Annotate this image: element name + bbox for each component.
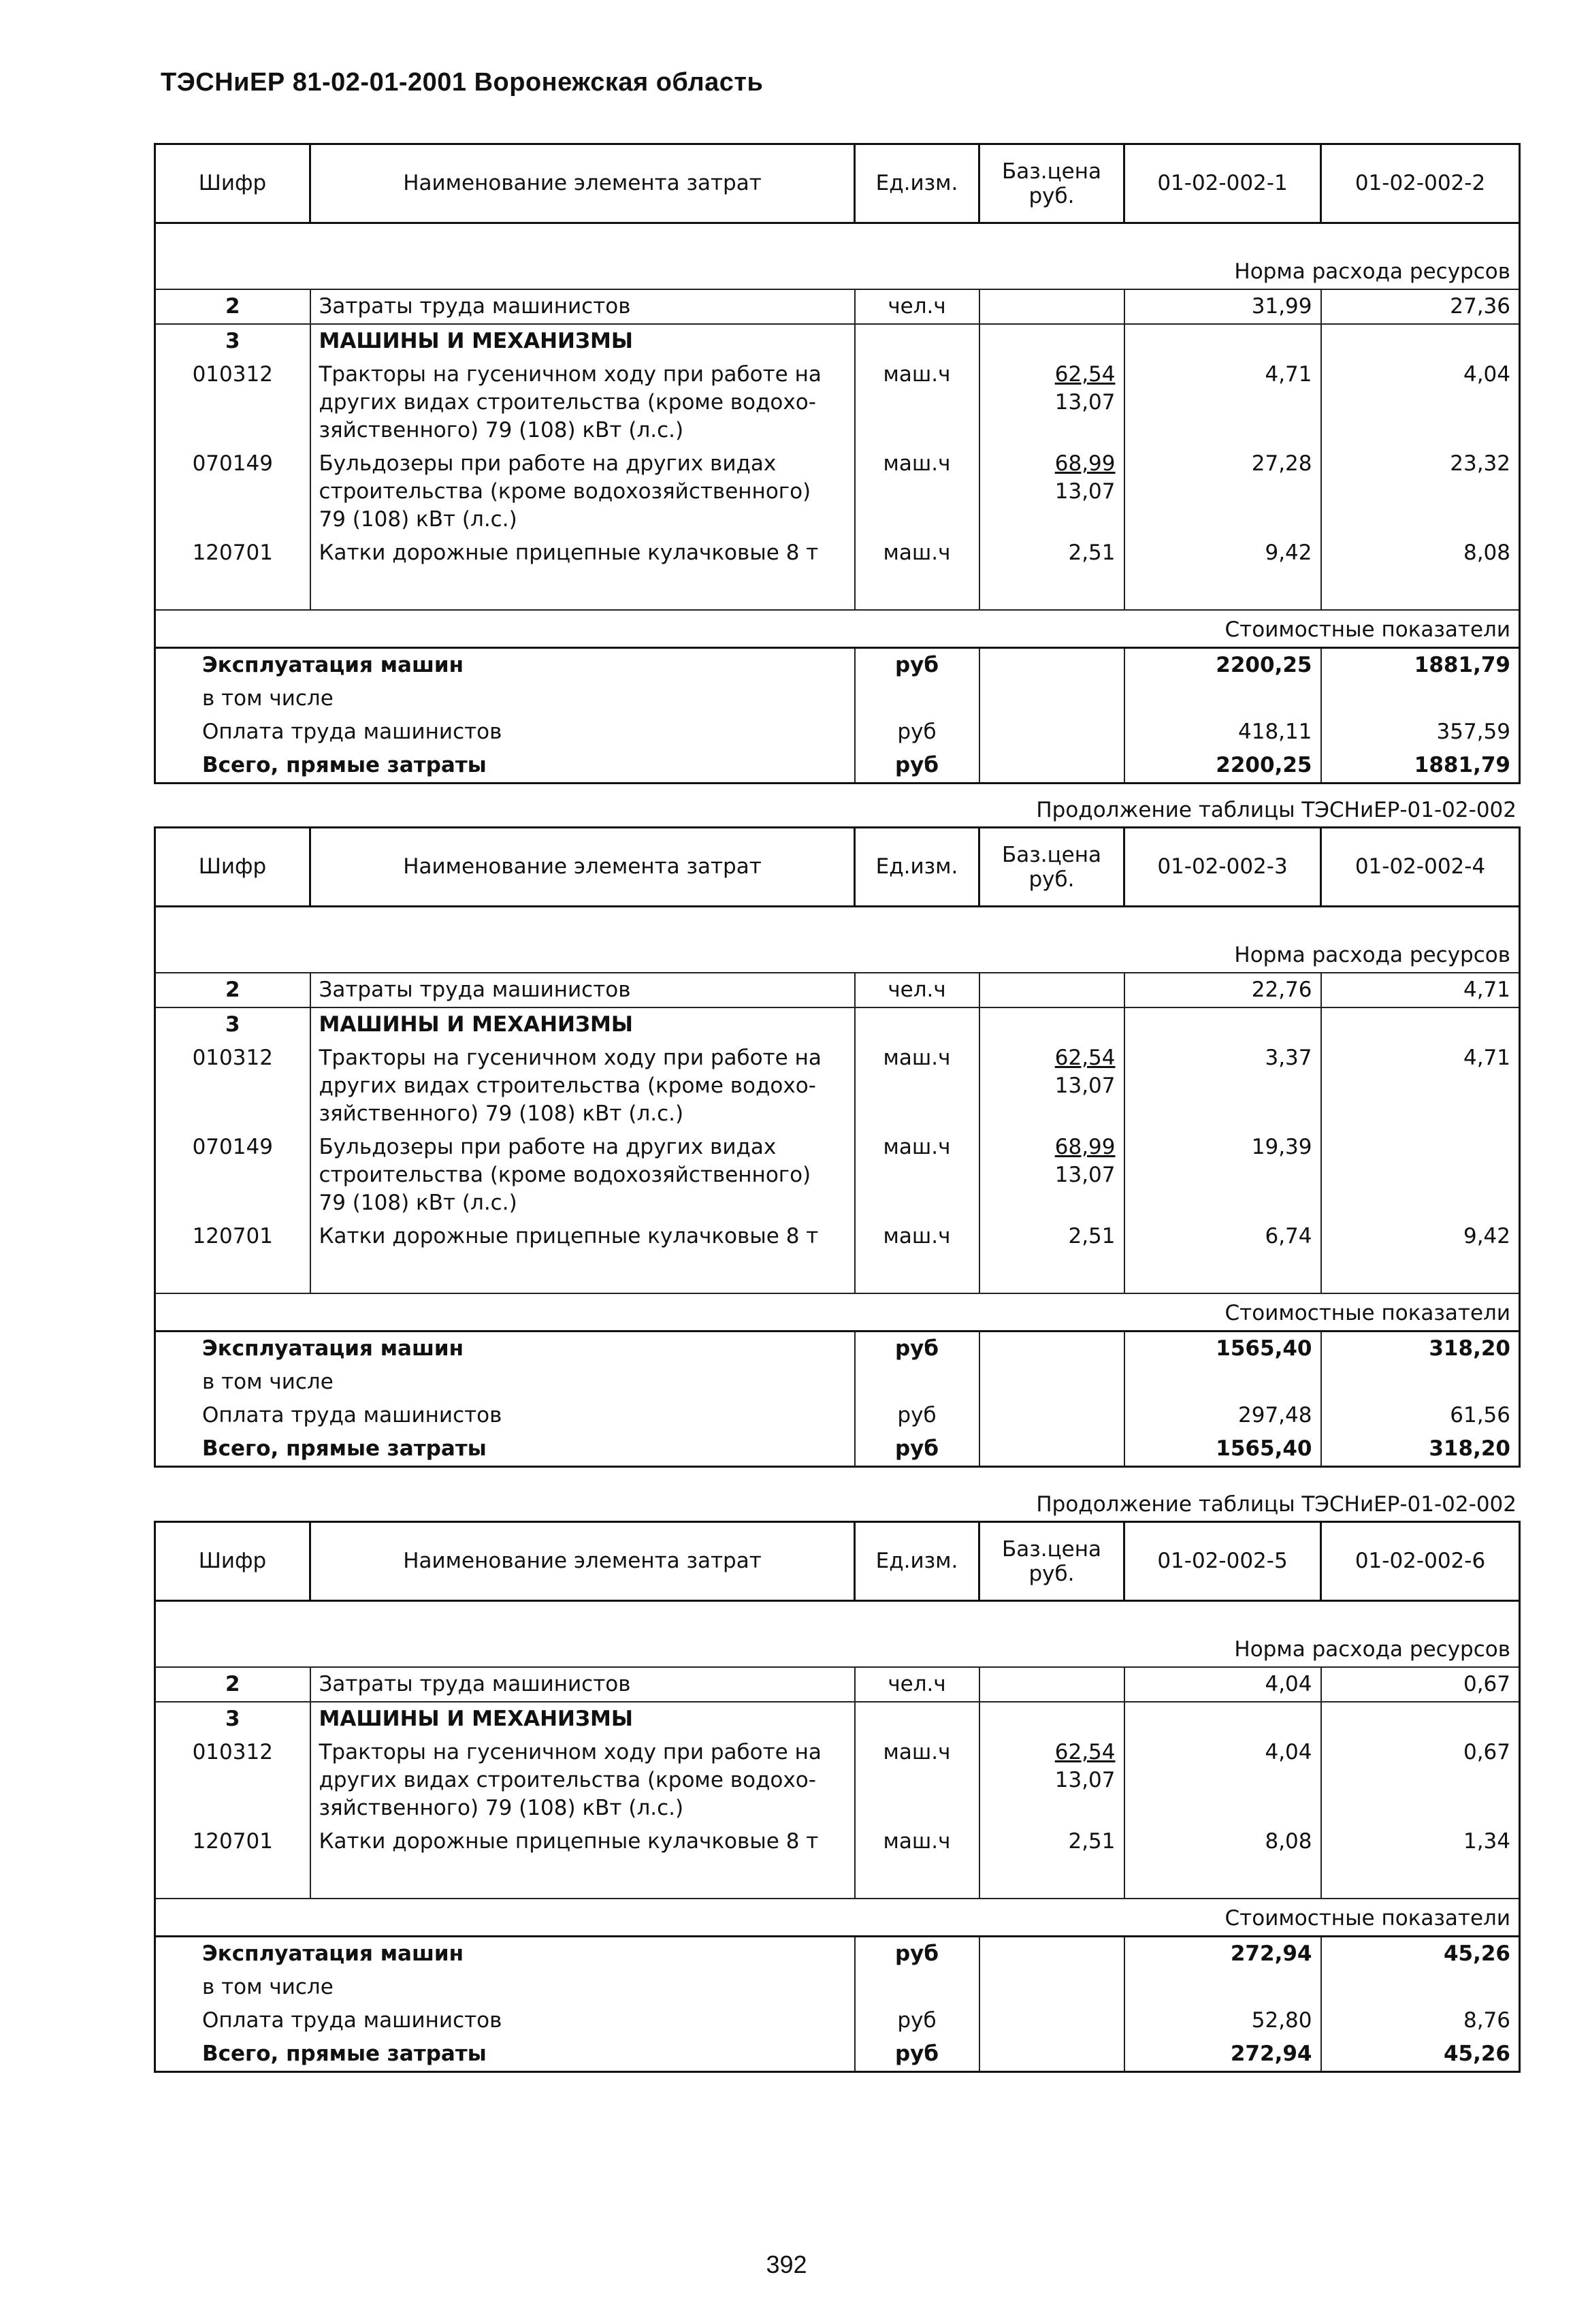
summary-row	[155, 715, 1520, 749]
row-value-2: 0,67	[1321, 1667, 1520, 1702]
summary-value-2: 357,59	[1321, 715, 1520, 749]
table-row	[155, 1131, 1520, 1220]
page-title: ТЭСНиЕР 81-02-01-2001 Воронежская область	[161, 68, 764, 97]
summary-row	[155, 1366, 1520, 1399]
cost-label: Стоимостные показатели	[155, 610, 1520, 648]
row-value-1: 31,99	[1124, 289, 1321, 324]
row-name: Затраты труда машинистов	[310, 973, 855, 1007]
row-unit: маш.ч	[855, 1825, 979, 1858]
row-price: 62,54 13,07	[979, 1736, 1124, 1825]
summary-row	[155, 682, 1520, 715]
row-price: 62,54 13,07	[979, 358, 1124, 447]
row-price: 62,54 13,07	[979, 1042, 1124, 1131]
summary-row	[155, 1432, 1520, 1467]
norm-label-row	[155, 1601, 1520, 1668]
summary-value-1: 1565,40	[1124, 1332, 1321, 1366]
summary-label: Эксплуатация машин	[155, 1332, 855, 1366]
row-code: 2	[155, 1667, 310, 1702]
page-number: 392	[766, 2250, 807, 2278]
row-value-2: 4,04	[1321, 358, 1520, 447]
table-header-row	[155, 828, 1520, 907]
header-price-line1: Баз.цена	[1001, 159, 1102, 184]
cost-label-row	[155, 1293, 1520, 1332]
row-code: 010312	[155, 358, 310, 447]
summary-label: в том числе	[155, 1971, 855, 2004]
row-code: 070149	[155, 447, 310, 536]
row-unit: маш.ч	[855, 1736, 979, 1825]
table-row	[155, 536, 1520, 570]
row-price: 2,51	[979, 536, 1124, 570]
table-row	[155, 447, 1520, 536]
row-unit: маш.ч	[855, 358, 979, 447]
header-name: Наименование элемента затрат	[310, 828, 855, 907]
resource-table-3	[154, 1521, 1521, 2073]
row-name: Катки дорожные прицепные кулачковые 8 т	[310, 1825, 855, 1858]
row-name: Затраты труда машинистов	[310, 289, 855, 324]
summary-label: в том числе	[155, 1366, 855, 1399]
row-value-1: 19,39	[1124, 1131, 1321, 1220]
header-col1: 01-02-002-3	[1124, 828, 1321, 907]
section-heading: МАШИНЫ И МЕХАНИЗМЫ	[310, 1007, 855, 1042]
summary-value-1: 297,48	[1124, 1399, 1321, 1432]
table-row	[155, 1007, 1520, 1042]
header-code: Шифр	[155, 1522, 310, 1601]
row-code: 2	[155, 973, 310, 1007]
row-unit: маш.ч	[855, 536, 979, 570]
row-value-1: 27,28	[1124, 447, 1321, 536]
table-row	[155, 1042, 1520, 1131]
header-col2: 01-02-002-6	[1321, 1522, 1520, 1601]
row-unit: чел.ч	[855, 973, 979, 1007]
summary-value-1: 2200,25	[1124, 648, 1321, 683]
summary-row	[155, 1971, 1520, 2004]
summary-label: Оплата труда машинистов	[155, 715, 855, 749]
row-name: Бульдозеры при работе на других видах строительства (кроме водохозяйственного) 79 (108) кВт (л.с.)	[310, 447, 855, 536]
row-unit: чел.ч	[855, 1667, 979, 1702]
norm-label: Норма расхода ресурсов	[1124, 907, 1520, 973]
summary-label: Всего, прямые затраты	[155, 749, 855, 784]
resource-table-1	[154, 143, 1521, 784]
row-code: 120701	[155, 1825, 310, 1858]
summary-unit: руб	[855, 749, 979, 784]
header-unit: Ед.изм.	[855, 1522, 979, 1601]
norm-label-row	[155, 223, 1520, 290]
summary-label: в том числе	[155, 682, 855, 715]
summary-value-1: 418,11	[1124, 715, 1321, 749]
summary-row	[155, 1937, 1520, 1971]
summary-unit: руб	[855, 1332, 979, 1366]
cost-label: Стоимостные показатели	[155, 1293, 1520, 1332]
summary-value-2: 45,26	[1321, 2037, 1520, 2072]
norm-label: Норма расхода ресурсов	[1124, 223, 1520, 290]
summary-unit: руб	[855, 2004, 979, 2037]
row-value-1: 4,04	[1124, 1736, 1321, 1825]
header-col2: 01-02-002-4	[1321, 828, 1520, 907]
summary-label: Всего, прямые затраты	[155, 2037, 855, 2072]
summary-value-2: 45,26	[1321, 1937, 1520, 1971]
table-row	[155, 358, 1520, 447]
row-price: 68,99 13,07	[979, 1131, 1124, 1220]
row-value-1: 22,76	[1124, 973, 1321, 1007]
cost-label: Стоимостные показатели	[155, 1899, 1520, 1937]
row-name: Катки дорожные прицепные кулачковые 8 т	[310, 536, 855, 570]
row-price: 2,51	[979, 1220, 1124, 1253]
row-value-1: 9,42	[1124, 536, 1321, 570]
row-value-1: 8,08	[1124, 1825, 1321, 1858]
section-heading: МАШИНЫ И МЕХАНИЗМЫ	[310, 324, 855, 358]
header-col1: 01-02-002-5	[1124, 1522, 1321, 1601]
row-code: 3	[155, 324, 310, 358]
summary-unit: руб	[855, 648, 979, 683]
header-unit: Ед.изм.	[855, 828, 979, 907]
row-code: 010312	[155, 1042, 310, 1131]
table-row	[155, 324, 1520, 358]
header-name: Наименование элемента затрат	[310, 144, 855, 223]
header-code: Шифр	[155, 828, 310, 907]
summary-label: Всего, прямые затраты	[155, 1432, 855, 1467]
header-price-line2: руб.	[1028, 183, 1075, 208]
row-value-2: 8,08	[1321, 536, 1520, 570]
row-value-1: 4,04	[1124, 1667, 1321, 1702]
header-price	[979, 144, 1124, 223]
row-name: Катки дорожные прицепные кулачковые 8 т	[310, 1220, 855, 1253]
row-code: 070149	[155, 1131, 310, 1220]
table-header-row	[155, 1522, 1520, 1601]
section-heading: МАШИНЫ И МЕХАНИЗМЫ	[310, 1702, 855, 1736]
row-value-2: 4,71	[1321, 1042, 1520, 1131]
row-value-1: 6,74	[1124, 1220, 1321, 1253]
row-value-2: 9,42	[1321, 1220, 1520, 1253]
continuation-caption: Продолжение таблицы ТЭСНиЕР-01-02-002	[1036, 798, 1517, 822]
row-value-1: 3,37	[1124, 1042, 1321, 1131]
norm-label: Норма расхода ресурсов	[1124, 1601, 1520, 1668]
row-code: 010312	[155, 1736, 310, 1825]
continuation-caption: Продолжение таблицы ТЭСНиЕР-01-02-002	[1036, 1492, 1517, 1517]
row-unit: чел.ч	[855, 289, 979, 324]
summary-label: Эксплуатация машин	[155, 1937, 855, 1971]
header-col1: 01-02-002-1	[1124, 144, 1321, 223]
table-row	[155, 1702, 1520, 1736]
header-name: Наименование элемента затрат	[310, 1522, 855, 1601]
summary-value-1: 2200,25	[1124, 749, 1321, 784]
header-price: Баз.цена руб.	[979, 1522, 1124, 1601]
row-code: 2	[155, 289, 310, 324]
summary-row	[155, 1332, 1520, 1366]
row-name: Затраты труда машинистов	[310, 1667, 855, 1702]
row-unit: маш.ч	[855, 447, 979, 536]
row-unit: маш.ч	[855, 1220, 979, 1253]
row-value-2: 27,36	[1321, 289, 1520, 324]
row-value-2: 4,71	[1321, 973, 1520, 1007]
summary-unit: руб	[855, 1432, 979, 1467]
row-price: 68,99 13,07	[979, 447, 1124, 536]
summary-unit: руб	[855, 715, 979, 749]
summary-unit: руб	[855, 1399, 979, 1432]
table-row	[155, 1220, 1520, 1253]
summary-row	[155, 2037, 1520, 2072]
summary-label: Оплата труда машинистов	[155, 1399, 855, 1432]
summary-label: Эксплуатация машин	[155, 648, 855, 683]
summary-value-2: 1881,79	[1321, 648, 1520, 683]
table-row	[155, 1825, 1520, 1858]
row-code: 120701	[155, 536, 310, 570]
summary-row	[155, 648, 1520, 683]
row-name: Тракторы на гусеничном ходу при работе на других видах строительства (кроме водохо- зяйственного) 79 (108) кВт (л.с.)	[310, 1042, 855, 1131]
row-unit: маш.ч	[855, 1131, 979, 1220]
summary-value-1: 1565,40	[1124, 1432, 1321, 1467]
row-value-2	[1321, 1131, 1520, 1220]
row-code: 3	[155, 1702, 310, 1736]
table-row	[155, 973, 1520, 1007]
summary-unit: руб	[855, 1937, 979, 1971]
summary-value-1: 272,94	[1124, 1937, 1321, 1971]
table-row	[155, 289, 1520, 324]
header-col2: 01-02-002-2	[1321, 144, 1520, 223]
cost-label-row	[155, 610, 1520, 648]
row-code: 3	[155, 1007, 310, 1042]
table-row	[155, 1667, 1520, 1702]
summary-value-2: 1881,79	[1321, 749, 1520, 784]
row-name: Тракторы на гусеничном ходу при работе на других видах строительства (кроме водохо- зяйственного) 79 (108) кВт (л.с.)	[310, 358, 855, 447]
row-value-2: 0,67	[1321, 1736, 1520, 1825]
norm-label-row	[155, 907, 1520, 973]
summary-value-2: 318,20	[1321, 1332, 1520, 1366]
cost-label-row	[155, 1899, 1520, 1937]
summary-value-1: 272,94	[1124, 2037, 1321, 2072]
row-unit: маш.ч	[855, 1042, 979, 1131]
resource-table-2	[154, 826, 1521, 1468]
row-value-2: 1,34	[1321, 1825, 1520, 1858]
row-name: Тракторы на гусеничном ходу при работе на других видах строительства (кроме водохо- зяйственного) 79 (108) кВт (л.с.)	[310, 1736, 855, 1825]
row-value-1: 4,71	[1124, 358, 1321, 447]
header-price: Баз.цена руб.	[979, 828, 1124, 907]
summary-row	[155, 1399, 1520, 1432]
summary-unit: руб	[855, 2037, 979, 2072]
summary-value-1: 52,80	[1124, 2004, 1321, 2037]
header-code: Шифр	[155, 144, 310, 223]
summary-value-2: 61,56	[1321, 1399, 1520, 1432]
row-name: Бульдозеры при работе на других видах строительства (кроме водохозяйственного) 79 (108) кВт (л.с.)	[310, 1131, 855, 1220]
table-row	[155, 1736, 1520, 1825]
summary-row	[155, 2004, 1520, 2037]
row-price: 2,51	[979, 1825, 1124, 1858]
table-header-row	[155, 144, 1520, 223]
header-unit: Ед.изм.	[855, 144, 979, 223]
summary-row	[155, 749, 1520, 784]
summary-value-2: 318,20	[1321, 1432, 1520, 1467]
summary-value-2: 8,76	[1321, 2004, 1520, 2037]
summary-label: Оплата труда машинистов	[155, 2004, 855, 2037]
row-value-2: 23,32	[1321, 447, 1520, 536]
row-code: 120701	[155, 1220, 310, 1253]
